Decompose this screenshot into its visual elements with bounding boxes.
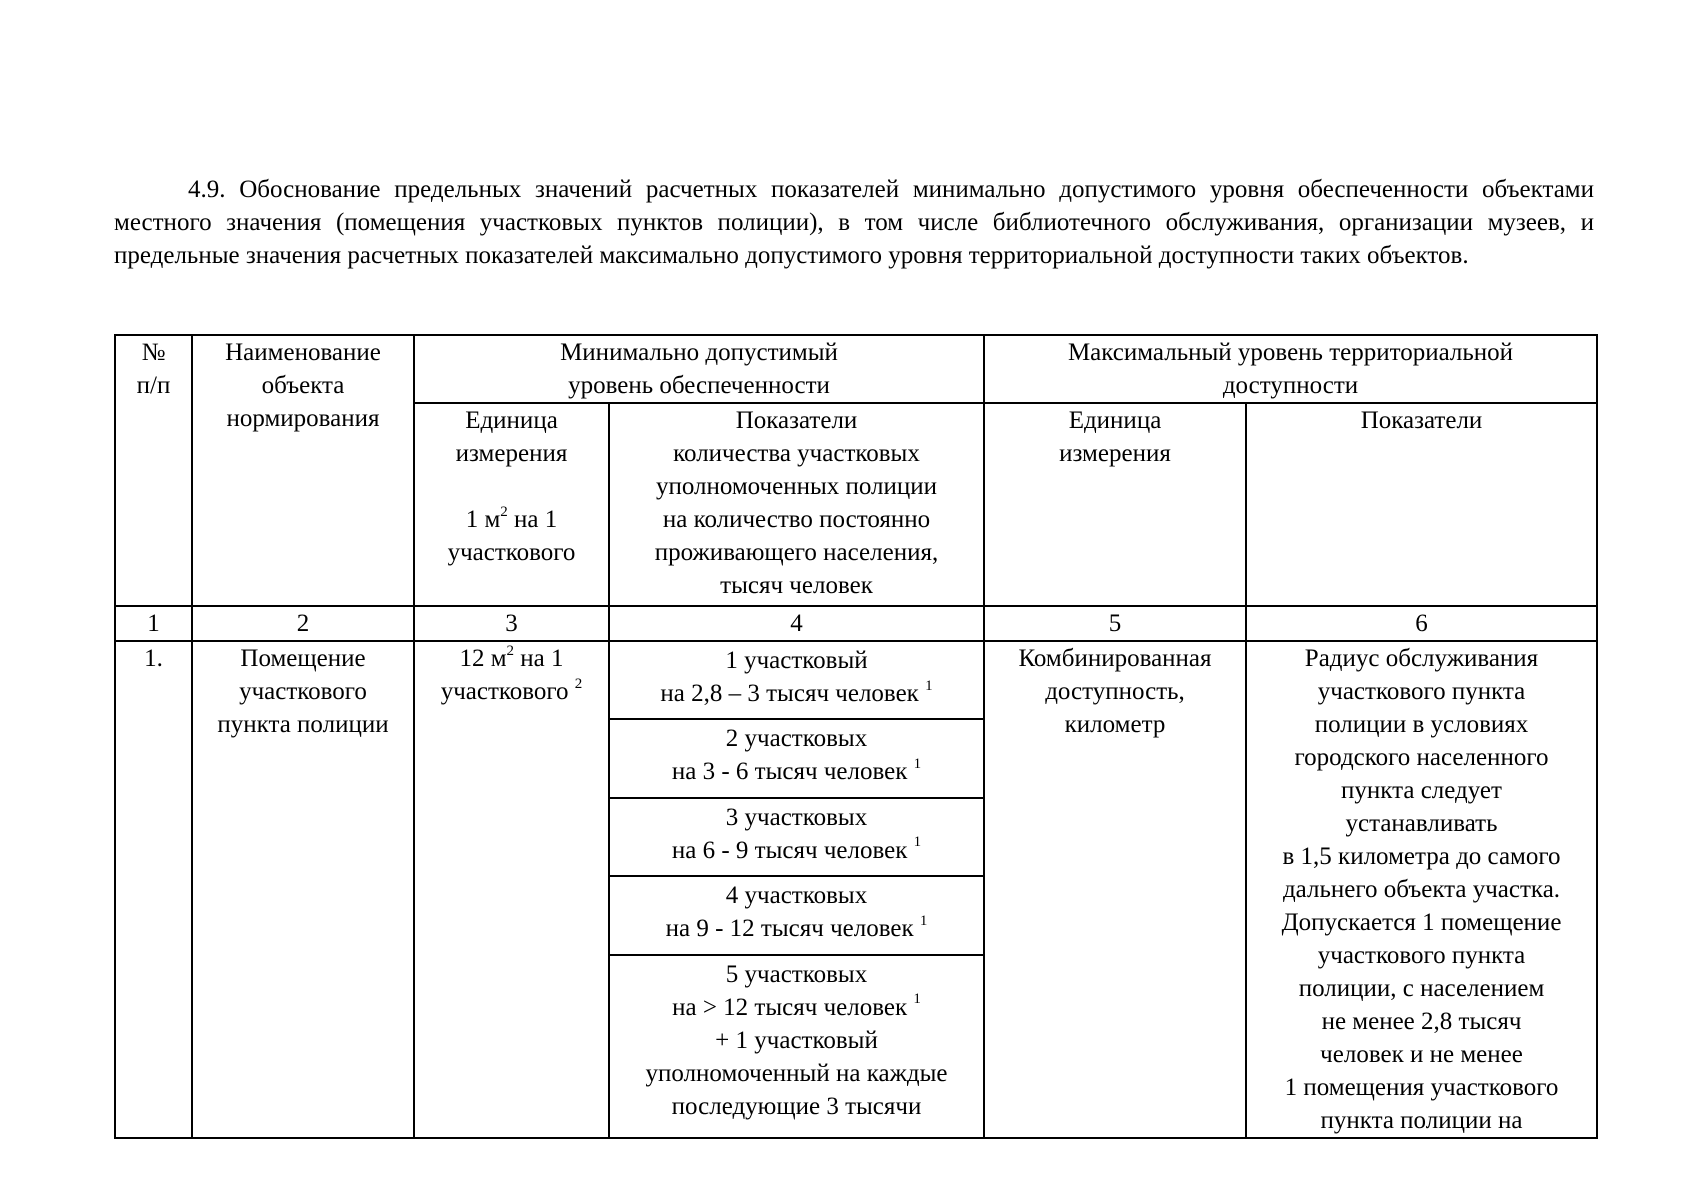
access-indicator-line: городского населенного [1294,744,1549,771]
header-indicator-line: уполномоченных полиции [655,473,938,500]
access-indicator-line: полиции, с населением [1298,975,1545,1002]
row-number: 1. [115,641,192,1138]
indicator-line [616,677,977,710]
access-unit-line: доступность, [1045,678,1185,705]
indicator-line [616,991,977,1024]
column-number-row [115,606,1597,641]
header-indicator-line: на количество постоянно [662,506,931,533]
header-unit-max [984,403,1246,606]
header-indicator-line: тысяч человек [720,572,873,599]
indicator-line: уполномоченный на каждые [645,1059,948,1087]
indicator-line: + 1 участковый [715,1026,878,1054]
indicator-line: последующие 3 тысячи [671,1092,922,1120]
col-number: 6 [1246,606,1597,641]
header-indicator-line: количества участковых [673,440,920,467]
col-number: 4 [609,606,984,641]
row-unit-superscript: 2 [506,642,515,659]
header-unit-value-text: на 1 [507,506,558,533]
header-indicators-min [609,403,984,606]
indicator-line: 4 участковых [725,882,868,910]
row-name-line: пункта полиции [217,711,389,738]
header-row-1 [115,335,1597,403]
indicator-line [616,755,977,788]
header-max-line: доступности [1222,372,1359,399]
table-row [115,641,1597,719]
indicator-cell [609,798,984,876]
row-access-indicators [1246,641,1597,1138]
norm-table [114,334,1598,1139]
footnote-marker: 1 [919,912,928,929]
indicator-cell [609,876,984,954]
header-num-line: № [141,339,166,366]
footnote-marker: 1 [913,756,922,773]
header-indicator-line: Показатели [735,407,858,434]
header-unit-gap [421,470,602,503]
row-unit [414,641,609,1138]
header-num [115,335,192,606]
row-unit-text: 12 м [459,645,507,672]
access-indicator-line: участкового пункта [1317,942,1526,969]
header-indicators-max [1246,403,1597,606]
header-unit-max-line: измерения [1059,440,1171,467]
indicator-line: 5 участковых [725,960,868,988]
header-unit-superscript: 2 [500,503,508,520]
row-name-line: Помещение [240,645,366,672]
access-indicator-line: 1 помещения участкового [1284,1074,1559,1101]
indicator-cell [609,955,984,1138]
access-indicator-line: Допускается 1 помещение [1281,909,1562,936]
indicator-text: на 2,8 – 3 тысяч человек [660,680,926,707]
indicator-cell [609,641,984,719]
row-access-unit [984,641,1246,1138]
header-unit-line: измерения [455,440,568,467]
indicator-text: на > 12 тысяч человек [672,993,914,1021]
header-max-accessibility [984,335,1597,403]
access-indicator-line: устанавливать [1345,810,1498,837]
indicator-line: 3 участковых [725,803,868,831]
header-num-line: п/п [136,372,171,399]
footnote-marker: 1 [925,677,933,694]
header-indicators-max-text: Показатели [1360,407,1483,434]
row-object-name [192,641,414,1138]
header-name-line: объекта [261,372,345,399]
footnote-marker: 1 [913,834,922,851]
indicator-line [616,834,977,867]
intro-paragraph [114,173,1594,272]
header-min-line: уровень обеспеченности [568,372,830,399]
header-min-line: Минимально допустимый [560,339,838,366]
header-max-line: Максимальный уровень территориальной [1067,339,1514,366]
header-name-line: нормирования [226,405,380,432]
header-object-name [192,335,414,606]
indicator-line: 2 участковых [725,725,868,753]
access-unit-line: километр [1064,711,1166,738]
col-number: 3 [414,606,609,641]
access-indicator-line: в 1,5 километра до самого [1282,843,1561,870]
col-number: 1 [115,606,192,641]
header-unit-min [414,403,609,606]
access-indicator-line: пункта следует [1341,777,1502,804]
access-unit-line: Комбинированная [1018,645,1212,672]
row-name-line: участкового [239,678,367,705]
header-min-provision [414,335,984,403]
header-unit-value-line: участкового [447,539,576,566]
footnote-marker: 2 [574,675,583,692]
footnote-marker: 1 [913,991,921,1008]
indicator-text: на 3 - 6 тысяч человек [671,758,914,786]
row-unit-line [421,642,602,675]
row-unit-text: на 1 [514,645,564,672]
intro-paragraph-text: 4.9. Обоснование предельных значений расчетных показателей минимально допустимого уровня обеспеченности объектами местного значения (помещения участковых пунктов полиции), в том числе библиотечного обслуживания, организации музеев, и предельные значения расчетных показателей максимально допустимого уровня территориальной доступности таких объектов. [114,176,1594,269]
header-name-line: Наименование [225,339,381,366]
header-unit-line: Единица [465,407,558,434]
access-indicator-line: участкового пункта [1317,678,1526,705]
indicator-text: на 9 - 12 тысяч человек [665,915,920,943]
access-indicator-line: не менее 2,8 тысяч [1321,1008,1522,1035]
access-indicator-line: пункта полиции на [1320,1107,1523,1134]
access-indicator-line: человек и не менее [1320,1041,1523,1068]
header-unit-max-line: Единица [1068,407,1162,434]
col-number: 2 [192,606,414,641]
header-unit-value [421,503,602,536]
col-number: 5 [984,606,1246,641]
access-indicator-line: полиции в условиях [1314,711,1529,738]
access-indicator-line: Радиус обслуживания [1304,645,1539,672]
row-unit-line [421,675,602,708]
indicator-line [616,912,977,945]
header-unit-value-text: 1 м [465,506,501,533]
header-indicator-line: проживающего населения, [654,539,939,566]
access-indicator-line: дальнего объекта участка. [1282,876,1561,903]
indicator-text: на 6 - 9 тысяч человек [671,836,914,864]
indicator-line: 1 участковый [725,647,868,674]
indicator-cell [609,719,984,797]
row-unit-text: участкового [440,678,575,705]
